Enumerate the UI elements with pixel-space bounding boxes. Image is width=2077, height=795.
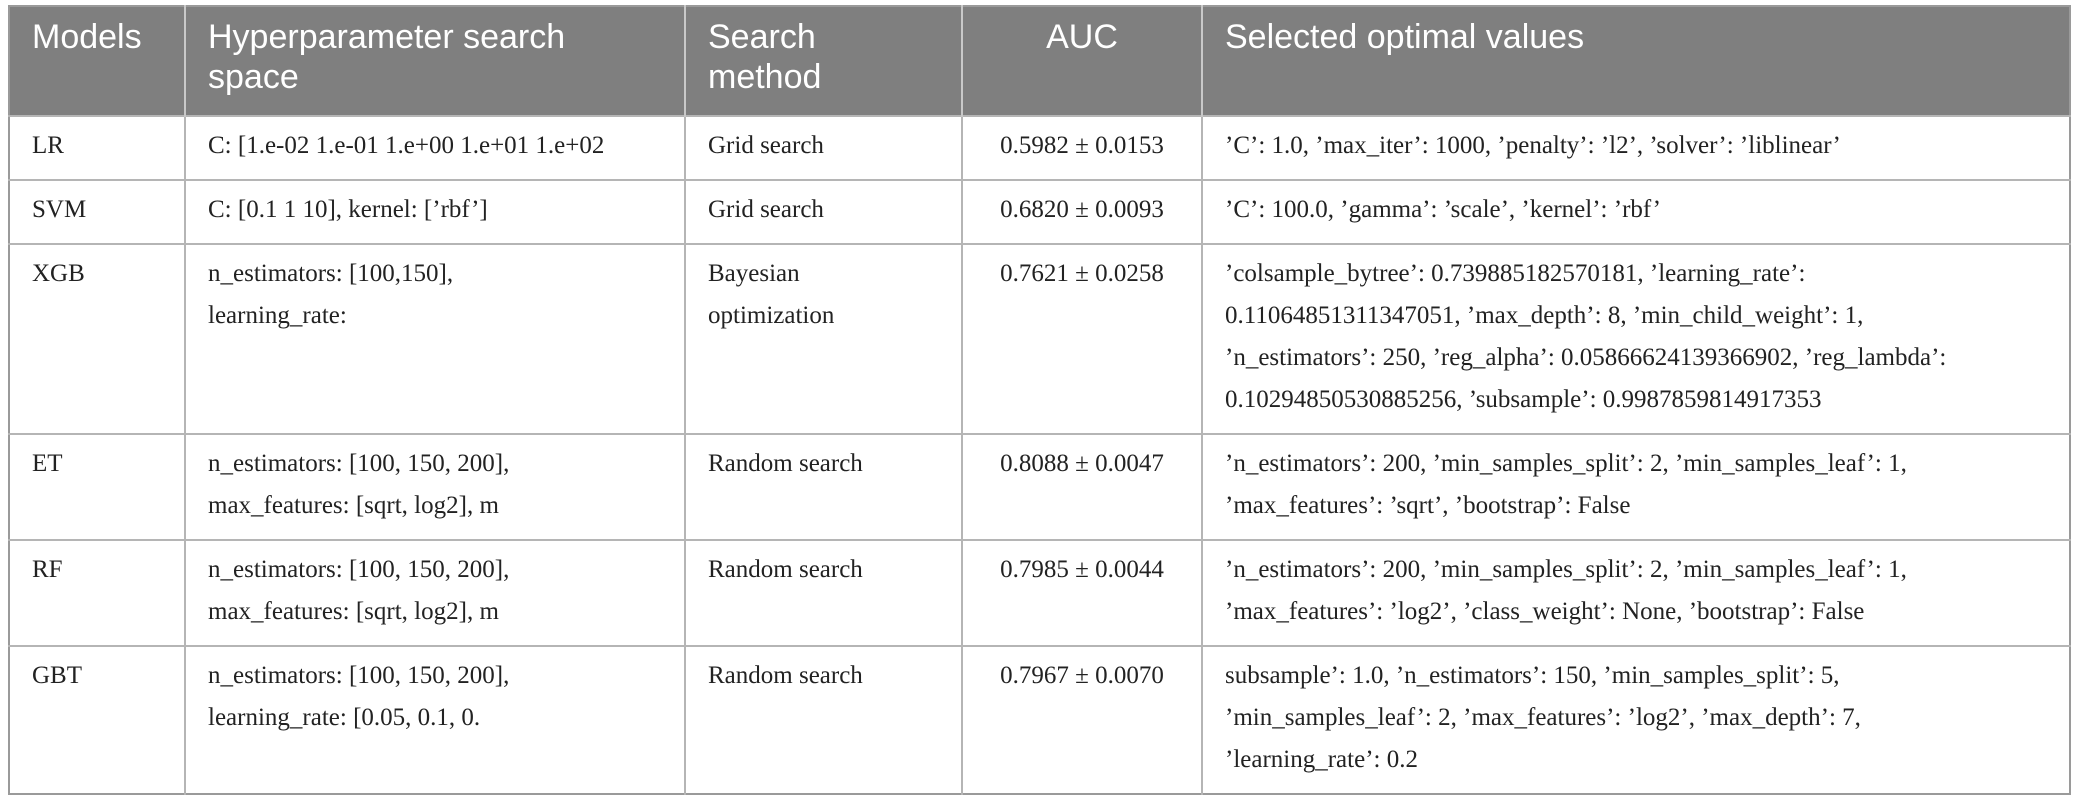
table-row: [9, 244, 2070, 434]
search-method-cell: Bayesian optimization: [685, 244, 962, 434]
search-method-cell: Random search: [685, 434, 962, 540]
model-cell: XGB: [9, 244, 185, 434]
header-models: Models: [9, 6, 185, 116]
search-space-cell: C: [1.e-02 1.e-01 1.e+00 1.e+01 1.e+02: [185, 116, 685, 180]
model-cell: ET: [9, 434, 185, 540]
auc-cell: 0.7967 ± 0.0070: [962, 646, 1202, 794]
model-cell: RF: [9, 540, 185, 646]
search-space-cell: n_estimators: [100, 150, 200], max_features: [sqrt, log2], m: [185, 434, 685, 540]
optimal-values-cell: ’colsample_bytree’: 0.739885182570181, ’learning_rate’: 0.11064851311347051, ’max_depth’: 8, ’min_child_weight’: 1, ’n_estimators’: 250, ’reg_alpha’: 0.05866624139366902, ’reg_lambda’: 0.10294850530885256, ’subsample’: 0.9987859814917353: [1202, 244, 2070, 434]
search-space-cell: C: [0.1 1 10], kernel: [’rbf’]: [185, 180, 685, 244]
header-search-space: Hyperparameter search space: [185, 6, 685, 116]
header-auc: AUC: [962, 6, 1202, 116]
header-optimal-values: Selected optimal values: [1202, 6, 2070, 116]
model-cell: GBT: [9, 646, 185, 794]
auc-cell: 0.6820 ± 0.0093: [962, 180, 1202, 244]
search-space-cell: n_estimators: [100, 150, 200], learning_rate: [0.05, 0.1, 0.: [185, 646, 685, 794]
table-row: [9, 180, 2070, 244]
search-space-cell: n_estimators: [100, 150, 200], max_features: [sqrt, log2], m: [185, 540, 685, 646]
model-cell: LR: [9, 116, 185, 180]
optimal-values-cell: subsample’: 1.0, ’n_estimators’: 150, ’min_samples_split’: 5, ’min_samples_leaf’: 2, ’max_features’: ’log2’, ’max_depth’: 7, ’learning_rate’: 0.2: [1202, 646, 2070, 794]
search-method-cell: Grid search: [685, 116, 962, 180]
table-row: [9, 646, 2070, 794]
optimal-values-cell: ’C’: 1.0, ’max_iter’: 1000, ’penalty’: ’l2’, ’solver’: ’liblinear’: [1202, 116, 2070, 180]
header-search-method: Search method: [685, 6, 962, 116]
table-body: [9, 116, 2070, 794]
table-container: [8, 5, 2069, 795]
search-method-cell: Random search: [685, 540, 962, 646]
auc-cell: 0.7985 ± 0.0044: [962, 540, 1202, 646]
model-cell: SVM: [9, 180, 185, 244]
auc-cell: 0.7621 ± 0.0258: [962, 244, 1202, 434]
table-row: [9, 434, 2070, 540]
table-row: [9, 540, 2070, 646]
search-method-cell: Grid search: [685, 180, 962, 244]
header-row: [9, 6, 2070, 116]
table-row: [9, 116, 2070, 180]
auc-cell: 0.8088 ± 0.0047: [962, 434, 1202, 540]
optimal-values-cell: ’n_estimators’: 200, ’min_samples_split’: 2, ’min_samples_leaf’: 1, ’max_features’: ’log2’, ’class_weight’: None, ’bootstrap’: False: [1202, 540, 2070, 646]
optimal-values-cell: ’C’: 100.0, ’gamma’: ’scale’, ’kernel’: ’rbf’: [1202, 180, 2070, 244]
table-header: [9, 6, 2070, 116]
search-method-cell: Random search: [685, 646, 962, 794]
search-space-cell: n_estimators: [100,150], learning_rate:: [185, 244, 685, 434]
hyperparameter-table: [8, 5, 2071, 795]
optimal-values-cell: ’n_estimators’: 200, ’min_samples_split’: 2, ’min_samples_leaf’: 1, ’max_features’: ’sqrt’, ’bootstrap’: False: [1202, 434, 2070, 540]
auc-cell: 0.5982 ± 0.0153: [962, 116, 1202, 180]
